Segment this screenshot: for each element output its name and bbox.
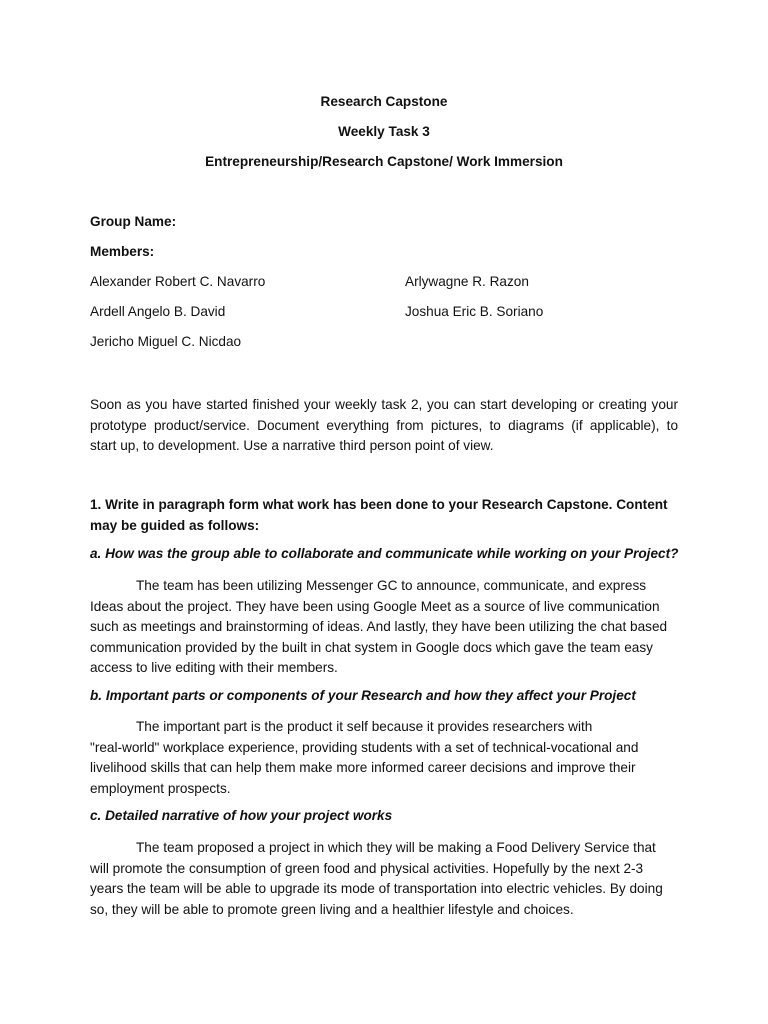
question-line: 1. Write in paragraph form what work has been done to your Research Capstone. Content xyxy=(90,497,668,512)
instructions-line: start up, to development. Use a narrative third person point of view. xyxy=(90,438,494,453)
section-c-line: so, they will be able to promote green living and a healthier lifestyle and choices. xyxy=(90,901,574,917)
instructions-line: Soon as you have started finished your weekly task 2, you can start developing or creating your xyxy=(90,397,678,412)
member-name: Jericho Miguel C. Nicdao xyxy=(90,334,242,349)
section-a-line: access to live editing with their members. xyxy=(90,660,338,675)
section-c-line: The team proposed a project in which they will be making a Food Delivery Service that xyxy=(136,840,656,855)
section-c-line: will promote the consumption of green food and physical activities. Hopefully by the next 2-3 xyxy=(90,860,644,876)
section-b-line: "real-world" workplace experience, providing students with a set of technical-vocational and xyxy=(90,739,639,755)
instructions-line: prototype product/service. Document everything from pictures, to diagrams (if applicable), to xyxy=(90,417,678,433)
question-1 xyxy=(90,495,678,536)
section-b-line: employment prospects. xyxy=(90,780,231,796)
section-a-line: Ideas about the project. They have been using Google Meet as a source of live communication xyxy=(90,598,660,614)
section-a-heading: a. How was the group able to collaborate and communicate while working on your Project? xyxy=(90,546,679,561)
members-label: Members: xyxy=(90,244,155,259)
member-name: Arlywagne R. Razon xyxy=(405,274,529,289)
instructions-paragraph xyxy=(90,395,678,457)
section-b-line: livelihood skills that can help them make more informed career decisions and improve their xyxy=(90,760,636,775)
document-title: Research Capstone xyxy=(320,94,448,109)
section-a-paragraph xyxy=(90,576,678,679)
section-b-paragraph xyxy=(90,717,678,799)
section-b-line: The important part is the product it self because it provides researchers with xyxy=(136,719,593,734)
section-c-line: years the team will be able to upgrade its mode of transportation into electric vehicles. By doing xyxy=(90,881,663,896)
member-name: Alexander Robert C. Navarro xyxy=(90,274,266,289)
question-line: may be guided as follows: xyxy=(90,517,260,533)
section-b-heading: b. Important parts or components of your Research and how they affect your Project xyxy=(90,688,636,703)
section-a-line: The team has been utilizing Messenger GC to announce, communicate, and express xyxy=(136,578,647,593)
section-c-heading: c. Detailed narrative of how your project works xyxy=(90,808,393,823)
document-subtitle: Weekly Task 3 xyxy=(338,124,430,139)
member-name: Ardell Angelo B. David xyxy=(90,304,226,319)
member-name: Joshua Eric B. Soriano xyxy=(405,304,544,319)
course-title: Entrepreneurship/Research Capstone/ Work Immersion xyxy=(205,154,563,169)
group-name-label: Group Name: xyxy=(90,214,177,229)
section-a-line: such as meetings and brainstorming of ideas. And lastly, they have been utilizing the chat based xyxy=(90,619,668,634)
section-c-paragraph xyxy=(90,838,678,920)
section-a-line: communication provided by the built in chat system in Google docs which gave the team easy xyxy=(90,639,653,655)
